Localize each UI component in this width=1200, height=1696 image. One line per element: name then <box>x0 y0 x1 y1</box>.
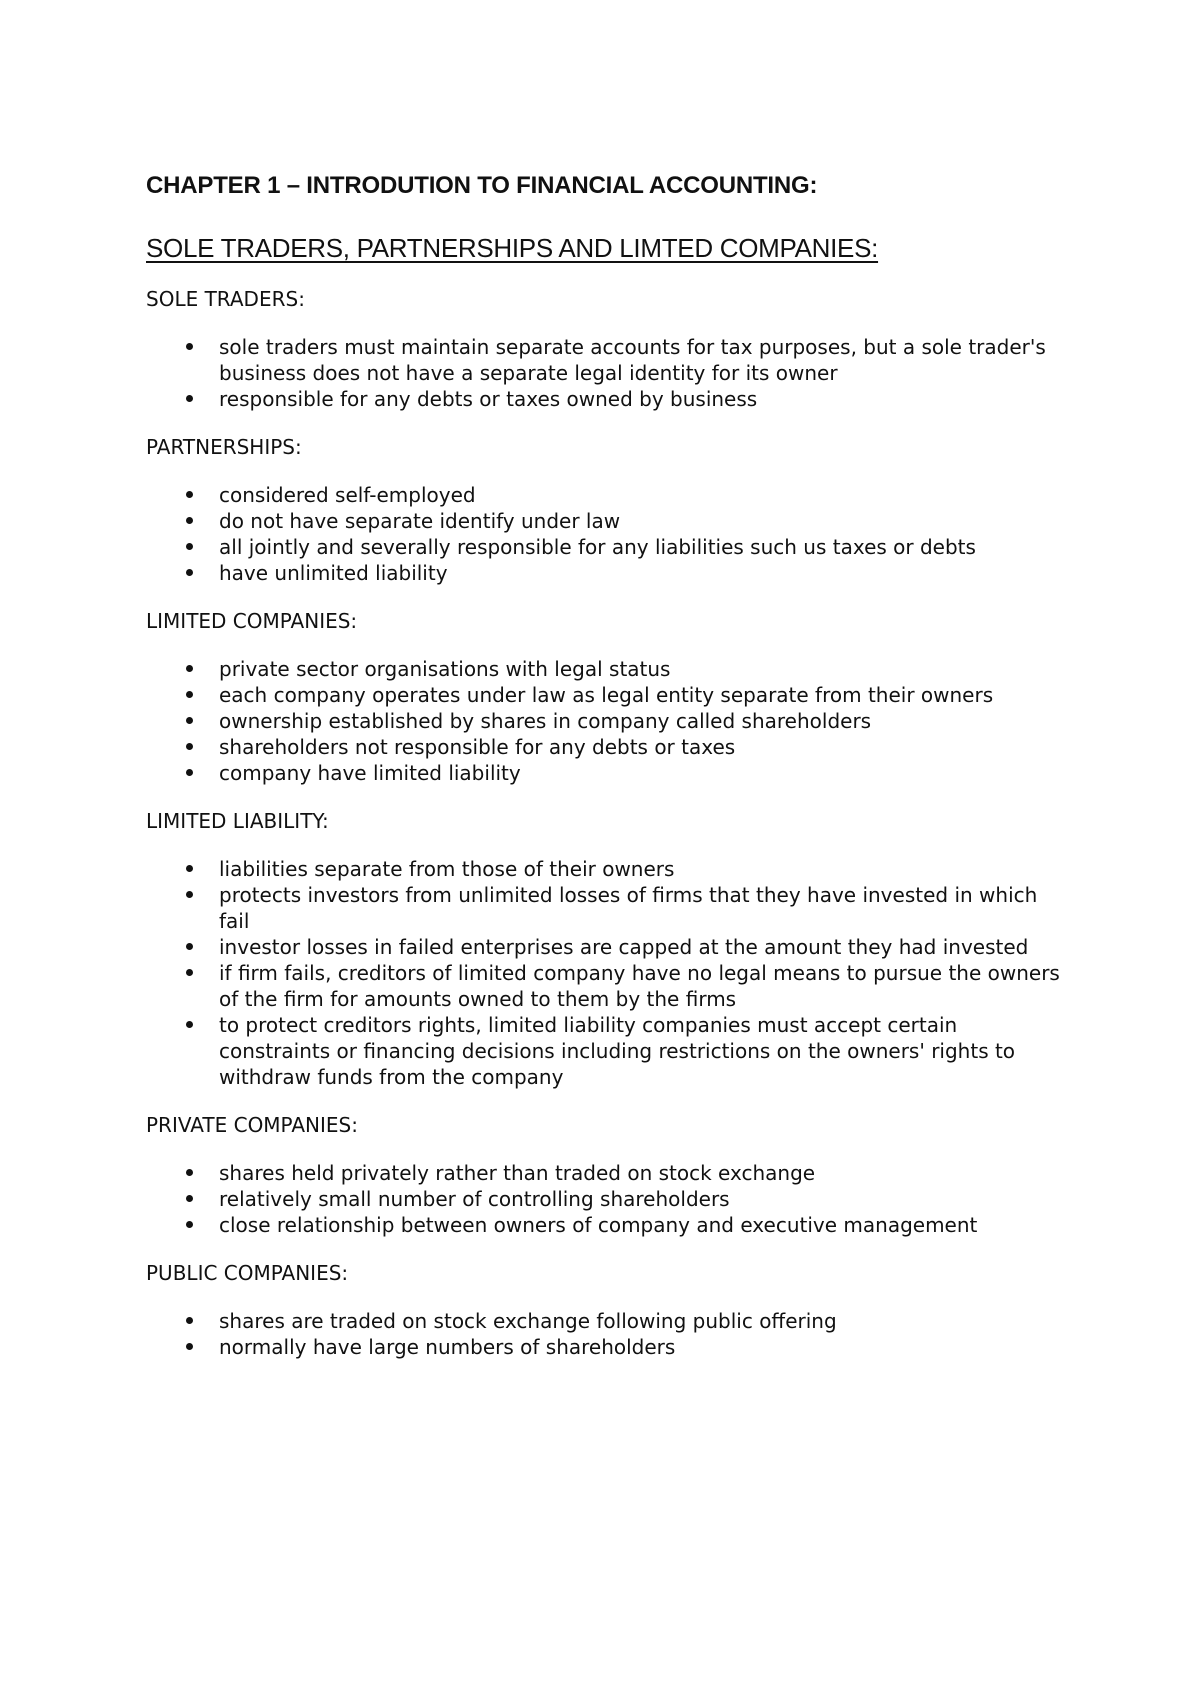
bullet-icon <box>186 969 193 976</box>
bullet-icon <box>186 1021 193 1028</box>
list-item-text: each company operates under law as legal entity separate from their owners <box>219 683 994 707</box>
bullet-icon <box>186 665 193 672</box>
bullet-icon <box>186 691 193 698</box>
list-item-text: do not have separate identify under law <box>219 509 621 533</box>
list-item <box>146 1012 1066 1090</box>
list-item <box>146 856 1066 882</box>
list-item-text: normally have large numbers of shareholders <box>219 1335 676 1359</box>
list-item <box>146 1308 1066 1334</box>
bullet-icon <box>186 743 193 750</box>
bullet-list-limited-liability <box>146 856 1066 1090</box>
list-item-text: private sector organisations with legal status <box>219 657 671 681</box>
list-item-text: have unlimited liability <box>219 561 448 585</box>
list-item <box>146 534 1066 560</box>
list-item-text: responsible for any debts or taxes owned by business <box>219 387 758 411</box>
bullet-icon <box>186 865 193 872</box>
bullet-icon <box>186 1343 193 1350</box>
list-item <box>146 682 1066 708</box>
bullet-icon <box>186 343 193 350</box>
list-item <box>146 560 1066 586</box>
bullet-icon <box>186 1169 193 1176</box>
list-item <box>146 656 1066 682</box>
bullet-icon <box>186 569 193 576</box>
bullet-list-partnerships <box>146 482 1066 586</box>
chapter-title: CHAPTER 1 – INTRODUTION TO FINANCIAL ACCOUNTING: <box>146 172 818 199</box>
section-heading-limited-liability: LIMITED LIABILITY: <box>146 809 329 833</box>
list-item-text: shares held privately rather than traded on stock exchange <box>219 1161 816 1185</box>
bullet-icon <box>186 543 193 550</box>
list-item-text: if firm fails, creditors of limited company have no legal means to pursue the owners of the firm for amounts owned to them by the firms <box>219 961 1060 1011</box>
list-item <box>146 508 1066 534</box>
section-heading-private-companies: PRIVATE COMPANIES: <box>146 1113 358 1137</box>
bullet-list-sole-traders <box>146 334 1066 412</box>
bullet-list-limited-companies <box>146 656 1066 786</box>
bullet-icon <box>186 395 193 402</box>
list-item <box>146 882 1066 934</box>
bullet-icon <box>186 491 193 498</box>
list-item-text: ownership established by shares in company called shareholders <box>219 709 872 733</box>
document-body <box>146 170 1066 1382</box>
bullet-list-public-companies <box>146 1308 1066 1360</box>
list-item-text: sole traders must maintain separate accounts for tax purposes, but a sole trader's business does not have a separate legal identity for its owner <box>219 335 1046 385</box>
list-item-text: relatively small number of controlling shareholders <box>219 1187 730 1211</box>
list-item-text: shareholders not responsible for any debts or taxes <box>219 735 736 759</box>
list-item <box>146 386 1066 412</box>
list-item-text: all jointly and severally responsible for any liabilities such us taxes or debts <box>219 535 976 559</box>
list-item <box>146 934 1066 960</box>
list-item <box>146 1212 1066 1238</box>
list-item-text: liabilities separate from those of their owners <box>219 857 675 881</box>
bullet-list-private-companies <box>146 1160 1066 1238</box>
list-item <box>146 1160 1066 1186</box>
list-item-text: considered self-employed <box>219 483 476 507</box>
list-item-text: protects investors from unlimited losses of firms that they have invested in which fail <box>219 883 1038 933</box>
list-item <box>146 760 1066 786</box>
list-item-text: shares are traded on stock exchange following public offering <box>219 1309 837 1333</box>
bullet-icon <box>186 1317 193 1324</box>
list-item-text: to protect creditors rights, limited liability companies must accept certain constraints or financing decisions including restrictions on the owners' rights to withdraw funds from the company <box>219 1013 1016 1089</box>
list-item <box>146 334 1066 386</box>
bullet-icon <box>186 1195 193 1202</box>
bullet-icon <box>186 717 193 724</box>
section-heading-sole-traders: SOLE TRADERS: <box>146 287 305 311</box>
bullet-icon <box>186 1221 193 1228</box>
list-item <box>146 960 1066 1012</box>
list-item <box>146 708 1066 734</box>
list-item <box>146 734 1066 760</box>
bullet-icon <box>186 891 193 898</box>
list-item <box>146 1186 1066 1212</box>
list-item-text: investor losses in failed enterprises are capped at the amount they had invested <box>219 935 1029 959</box>
list-item-text: company have limited liability <box>219 761 521 785</box>
list-item <box>146 482 1066 508</box>
section-heading-partnerships: PARTNERSHIPS: <box>146 435 302 459</box>
list-item <box>146 1334 1066 1360</box>
bullet-icon <box>186 517 193 524</box>
bullet-icon <box>186 769 193 776</box>
section-heading-limited-companies: LIMITED COMPANIES: <box>146 609 358 633</box>
document-subtitle: SOLE TRADERS, PARTNERSHIPS AND LIMTED COMPANIES: <box>146 233 879 263</box>
list-item-text: close relationship between owners of company and executive management <box>219 1213 978 1237</box>
bullet-icon <box>186 943 193 950</box>
section-heading-public-companies: PUBLIC COMPANIES: <box>146 1261 349 1285</box>
